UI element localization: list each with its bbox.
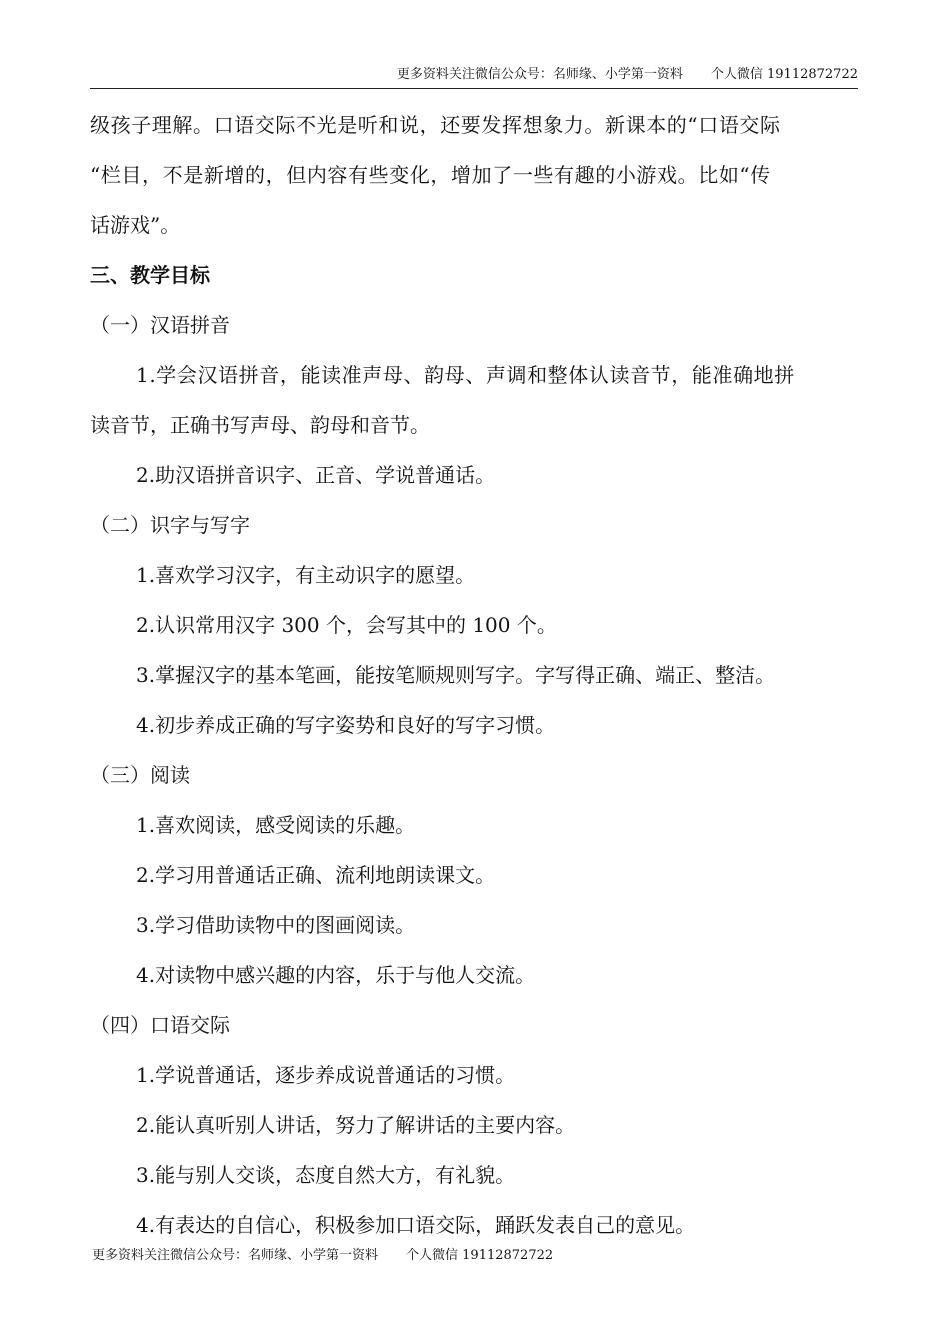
document-body: [90, 100, 860, 1250]
header-contact-text: 个人微信 19112872722: [710, 67, 858, 82]
list-item: 1.喜欢阅读，感受阅读的乐趣。: [136, 813, 416, 837]
list-item: 3.掌握汉字的基本笔画，能按笔顺规则写字。字写得正确、端正、整洁。: [136, 663, 776, 687]
footer-contact-text: 个人微信 19112872722: [406, 1248, 554, 1263]
list-item: 2.学习用普通话正确、流利地朗读课文。: [136, 863, 496, 887]
list-item: 2.助汉语拼音识字、正音、学说普通话。: [136, 463, 496, 487]
subsection-title-pinyin: （一）汉语拼音: [90, 313, 230, 337]
list-item: 3.能与别人交谈，态度自然大方，有礼貌。: [136, 1163, 516, 1187]
subsection-title-reading: （三）阅读: [90, 763, 190, 787]
section-title: 三、教学目标: [90, 263, 210, 287]
list-item: 4.对读物中感兴趣的内容，乐于与他人交流。: [136, 963, 536, 987]
page-header: [90, 62, 858, 89]
list-item: 1.学说普通话，逐步养成说普通话的习惯。: [136, 1063, 516, 1087]
subsection-title-oral: （四）口语交际: [90, 1013, 230, 1037]
subsection-title-literacy: （二）识字与写字: [90, 513, 250, 537]
list-item: 4.初步养成正确的写字姿势和良好的写字习惯。: [136, 713, 556, 737]
intro-line: 级孩子理解。口语交际不光是听和说，还要发挥想象力。新课本的“口语交际: [90, 113, 781, 137]
list-item: 2.能认真听别人讲话，努力了解讲话的主要内容。: [136, 1113, 576, 1137]
list-item: 3.学习借助读物中的图画阅读。: [136, 913, 416, 937]
intro-line: “栏目，不是新增的，但内容有些变化，增加了一些有趣的小游戏。比如“传: [90, 163, 771, 187]
list-item: 1.学会汉语拼音，能读准声母、韵母、声调和整体认读音节，能准确地拼: [136, 363, 795, 387]
list-item: 1.喜欢学习汉字，有主动识字的愿望。: [136, 563, 476, 587]
footer-promo-text: 更多资料关注微信公众号：名师缘、小学第一资料: [92, 1248, 379, 1263]
list-item-continuation: 读音节，正确书写声母、韵母和音节。: [90, 413, 430, 437]
intro-line: 话游戏”。: [90, 213, 181, 237]
page-footer: [92, 1243, 553, 1269]
list-item: 4.有表达的自信心，积极参加口语交际，踊跃发表自己的意见。: [136, 1213, 696, 1237]
header-promo-text: 更多资料关注微信公众号：名师缘、小学第一资料: [396, 67, 683, 82]
list-item: 2.认识常用汉字 300 个，会写其中的 100 个。: [136, 613, 557, 637]
